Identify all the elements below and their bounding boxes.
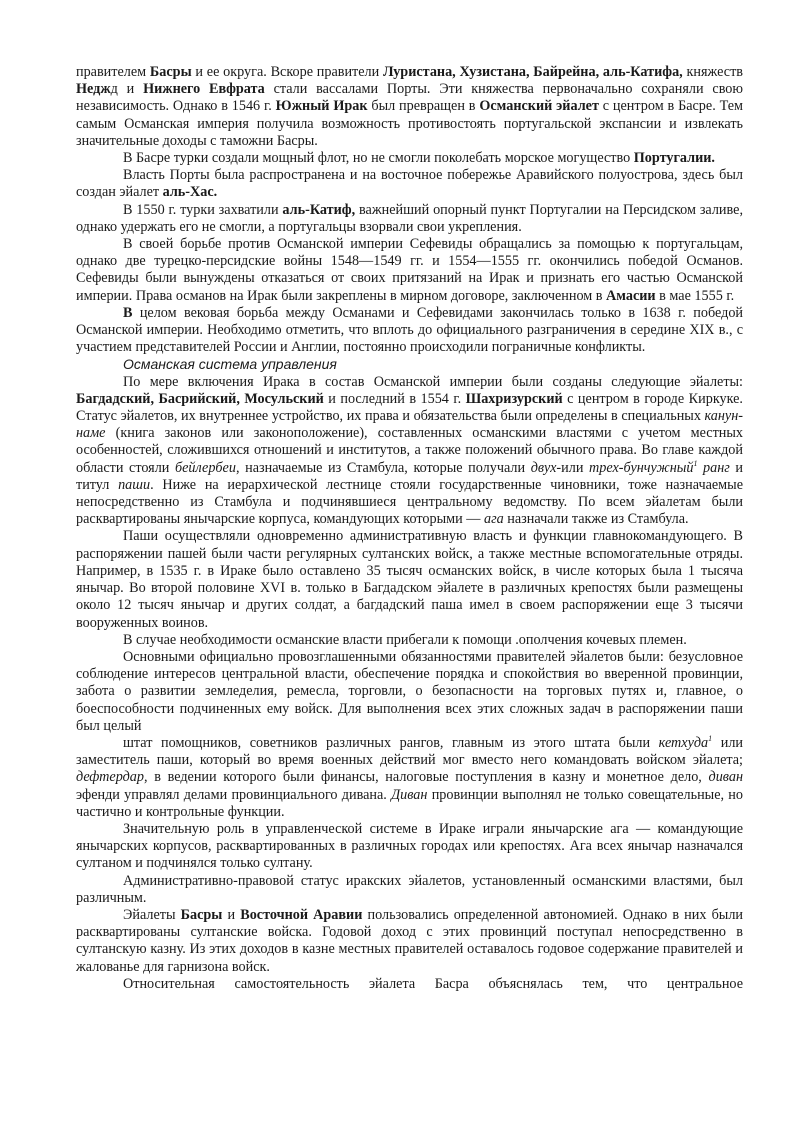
paragraph-p12: [76, 821, 743, 873]
bold-term: Южный Ирак: [275, 98, 368, 115]
text-run: с центром в Басре. Тем самым Османская империя получила возможность противостоять португальской экспансии и извлекать значительные доходы с таможни Басры.: [76, 98, 743, 149]
text-run: эфенди управлял делами провинциального дивана.: [76, 786, 392, 803]
italic-term: ранг: [703, 459, 730, 476]
bold-term: Багдадский, Басрийский, Мосульский: [76, 390, 324, 407]
bold-term: В: [123, 304, 133, 321]
bold-term: Португалии.: [633, 150, 715, 167]
text-run: или заместитель паши, который во время военных действий мог вместо него командовать войском эйалета;: [76, 734, 743, 769]
paragraph-p11: [76, 735, 743, 821]
text-run: был превращен в: [367, 98, 480, 115]
text-run: или: [561, 459, 590, 476]
text-run: провинции выполнял не только совещательные, но частично и контрольные функции.: [76, 786, 743, 820]
text-run: Власть Порты была распространена и на восточное побережье Аравийского полуострова, здесь был создан эйалет: [76, 167, 743, 201]
text-run: Значительную роль в управленческой системе в Ираке играли янычарские ага — командующие янычарских корпусов, расквартированных в различных городах или крепостях. Ага всех янычар назначался султаном и подчинялся только султану.: [76, 820, 743, 872]
paragraph-p6: [76, 305, 743, 357]
italic-term: паши: [118, 476, 151, 493]
text-run: и: [222, 906, 241, 923]
section-heading: [76, 356, 743, 373]
italic-term: Диван: [391, 786, 428, 803]
text-run: с центром в городе Киркуке. Статус эйалетов, их внутреннее устройство, их права и обязательства были определены в специальных: [76, 390, 743, 425]
text-run: . Ниже на иерархической лестнице стояли государственные чиновники, тоже назначаемые непосредственно из Стамбула и подчинявшиеся центральному ведомству. По всем эйалетам были расквартированы янычарские корпуса, командующих которыми —: [76, 476, 743, 528]
paragraph-p7: [76, 374, 743, 529]
bold-term: Недж: [76, 81, 111, 98]
text-run: В Басре турки создали мощный флот, но не смогли поколебать морское могущество: [123, 150, 634, 167]
text-run: Эйалеты: [123, 906, 181, 923]
paragraph-p2: [76, 150, 743, 167]
text-run: штат помощников, советников различных рангов, главным из этого штата были: [123, 734, 659, 751]
paragraph-p15: [76, 976, 743, 993]
footnote-marker: 1: [708, 733, 713, 743]
italic-term: трех-бунчужный: [589, 459, 694, 476]
text-run: Основными официально провозглашенными обязанностями правителей эйалетов были: безусловное соблюдение интересов центральной власти, обеспечение порядка и спокойствия во вверенной провинции, забота о развитии земледелия, ремесла, торговли, о безопасности на торговых путях и, главное, о боеспособности подчиненных ему войск. Для выполнения всех этих сложных задач в распоряжении паши был целый: [76, 648, 743, 734]
paragraph-p1: [76, 64, 743, 150]
footnote-marker: 1: [693, 458, 698, 468]
text-run: важнейший опорный пункт Португалии на Персидском заливе, однако удержать его не смогли, а португальцы взорвали свои укрепления.: [76, 201, 743, 235]
paragraph-p9: [76, 632, 743, 649]
paragraph-p4: [76, 202, 743, 236]
bold-term: Басры: [149, 64, 192, 80]
italic-term: диван: [708, 769, 743, 786]
text-run: и последний в 1554 г.: [323, 390, 466, 407]
text-run: По мере включения Ирака в состав Османской империи были созданы следующие эйалеты:: [123, 373, 743, 390]
text-run: назначали также из Стамбула.: [503, 511, 689, 528]
text-run: д и: [110, 81, 144, 98]
paragraph-p3: [76, 167, 743, 201]
text-run: княжеств: [682, 64, 743, 80]
text-run: пользовались определенной автономией. Однако в них были расквартированы султанские войска. Годовой доход с этих провинций поступал непосредственно в султанскую казну. Из этих доходов в казне местных правителей оставалось годовое содержание правителей и жалованье для гарнизона войск.: [76, 906, 744, 975]
bold-term: Османский эйалет: [479, 98, 599, 115]
italic-term: ага: [483, 511, 504, 528]
italic-term: кетхуда: [658, 734, 709, 751]
bold-term: Восточной Аравии: [240, 906, 363, 923]
bold-term: Луристана, Хузистана, Байрейна, аль-Катифа,: [383, 64, 683, 80]
text-run: В своей борьбе против Османской империи Сефевиды обращались за помощью к португальцам, однако две турецко-персидские войны 1548—1549 гг. и 1554—1555 гг. окончились победой Османов. Сефевиды были вынуждены отказаться от своих притязаний на Ирак и признать его частью Османской империи. Права османов на Ирак были закреплены в мирном договоре, заключенном в: [76, 236, 743, 304]
bold-term: аль-Катиф,: [282, 201, 356, 218]
text-run: Османская система управления: [123, 356, 337, 373]
text-run: правителем: [76, 64, 150, 80]
bold-term: аль-Хас.: [162, 184, 218, 201]
paragraph-p14: [76, 907, 743, 976]
text-run: Относительная самостоятельность эйалета Басра объяснялась тем, что центральное: [123, 975, 743, 992]
text-run: В случае необходимости османские власти прибегали к помощи .ополчения кочевых племен.: [123, 631, 687, 648]
text-run: (книга законов или законоположение), составленных османскими властями с учетом местных особенностей, сложившихся отношений и институтов, а также положений обычного права. Во главе каждой области стояли: [76, 425, 743, 476]
text-run: Паши осуществляли одновременно административную власть и функции главнокомандующего. В распоряжении пашей были части регулярных султанских войск, а также местные вспомогательные отряды. Например, в 1535 г. в Ираке было оставлено 35 тысяч османских войск, в числе которых была 1 тысяча янычар. Во второй половине XVI в. только в Багдадском эйалете в различных крепостях были размещены около 12 тысяч янычар и других солдат, а багдадский паша имел в своем распоряжении еще 3 тысячи вооруженных воинов.: [76, 528, 743, 631]
bold-term: Нижнего Евфрата: [143, 81, 265, 98]
text-run: Административно-правовой статус иракских эйалетов, установленный османскими властями, был различным.: [76, 872, 743, 906]
text-run: , назначаемые из Стамбула, которые получали: [235, 459, 531, 476]
document-body: [76, 64, 743, 993]
paragraph-p8: [76, 528, 743, 631]
text-run: , в ведении которого были финансы, налоговые поступления в казну и монетное дело,: [144, 769, 709, 786]
text-run: и ее округа. Вскоре правители: [191, 64, 383, 80]
italic-term: дефтердар: [76, 769, 144, 786]
paragraph-p5: [76, 236, 743, 305]
text-run: и титул: [76, 459, 744, 493]
text-run: В 1550 г. турки захватили: [123, 201, 283, 218]
italic-term: канун-наме: [76, 408, 743, 442]
bold-term: Шахризурский: [465, 390, 563, 407]
bold-term: Басры: [180, 906, 223, 923]
text-run: стали вассалами Порты. Эти княжества первоначально сохраняли свою независимость. Однако в 1546 г.: [76, 81, 743, 115]
italic-term: бейлербеи: [174, 459, 236, 476]
bold-term: Амасии: [606, 287, 656, 304]
paragraph-p10: [76, 649, 743, 735]
text-run: целом вековая борьба между Османами и Сефевидами закончилась только в 1638 г. победой Османской империи. Необходимо отметить, что вплоть до официального разграничения в середине XIX в., с участием представителей России и Англии, постоянно происходили пограничные конфликты.: [76, 304, 743, 356]
paragraph-p13: [76, 873, 743, 907]
text-run: в мае 1555 г.: [655, 287, 735, 304]
italic-term: двух-: [530, 459, 562, 476]
